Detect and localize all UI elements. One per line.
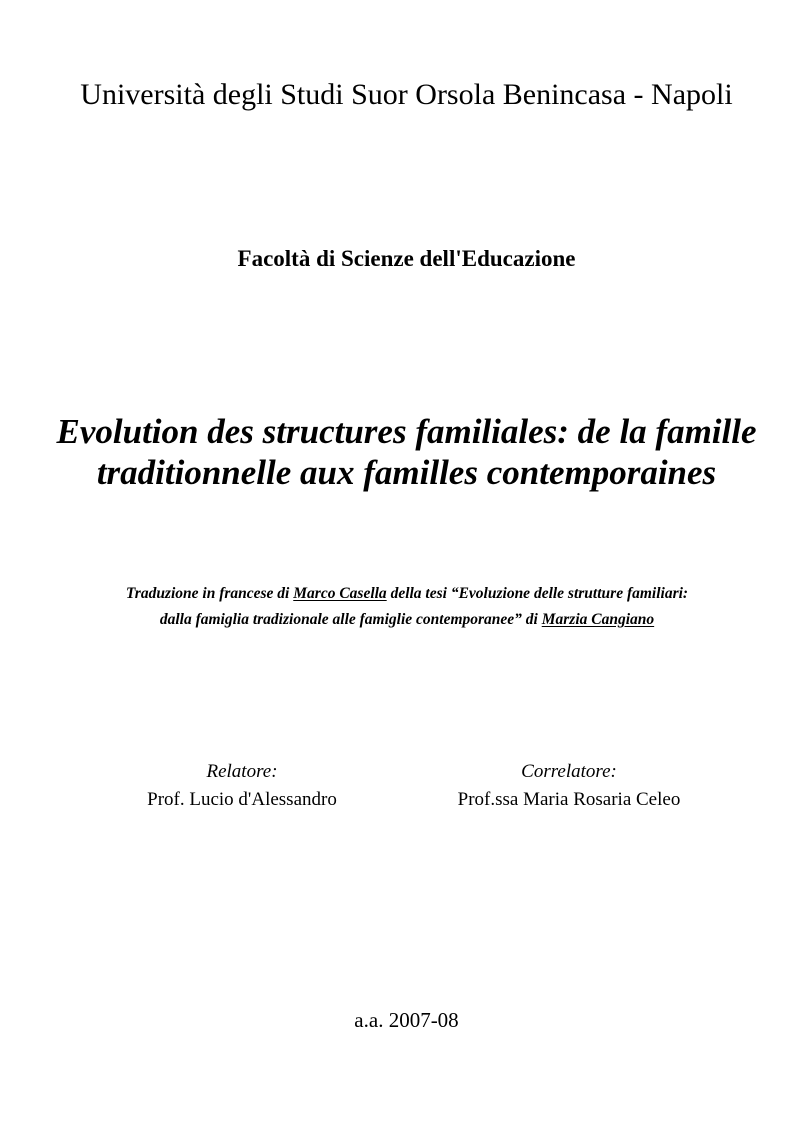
correlatore-block	[440, 758, 698, 814]
correlatore-label: Correlatore:	[521, 761, 617, 782]
translation-note-middle: della tesi “Evoluzione delle strutture familiari: dalla famiglia tradizionale alle famiglie contemporanee” di	[159, 585, 689, 628]
relatore-label: Relatore:	[206, 761, 278, 782]
university-name: Università degli Studi Suor Orsola Benincasa - Napoli	[80, 78, 733, 111]
academic-year: a.a. 2007-08	[354, 1008, 459, 1032]
correlatore-name: Prof.ssa Maria Rosaria Celeo	[457, 789, 681, 810]
relatore-block	[118, 758, 366, 814]
faculty-name: Facoltà di Scienze dell'Educazione	[237, 246, 576, 271]
translation-note-prefix: Traduzione in francese di	[125, 585, 294, 602]
thesis-title: Evolution des structures familiales: de la famille traditionnelle aux familles contemporaines	[56, 412, 757, 492]
relatore-name: Prof. Lucio d'Alessandro	[147, 789, 337, 810]
translation-note	[122, 581, 692, 633]
translator-link[interactable]: Marco Casella	[293, 585, 387, 602]
author-link[interactable]: Marzia Cangiano	[541, 611, 655, 628]
